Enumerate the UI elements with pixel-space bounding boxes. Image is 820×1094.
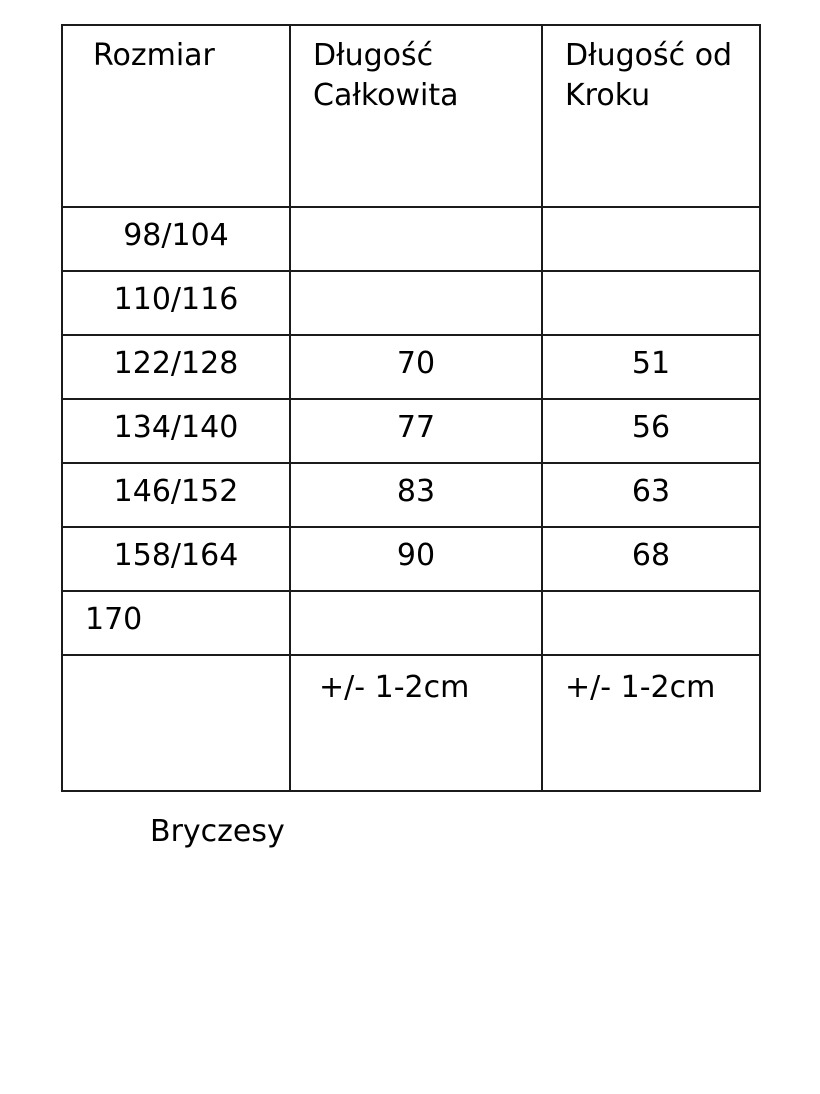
cell-size-value (63, 656, 289, 790)
cell-inseam-length (542, 463, 760, 527)
cell-total-length (290, 399, 542, 463)
cell-inseam-length-value: 51 (631, 346, 671, 381)
cell-size (62, 591, 290, 655)
cell-inseam-length-value (543, 272, 759, 334)
cell-size-value: 98/104 (123, 218, 229, 253)
cell-total-length-value (291, 592, 541, 654)
table-header (62, 25, 760, 207)
table-row (62, 271, 760, 335)
cell-total-length (290, 463, 542, 527)
table-caption: Bryczesy (150, 814, 285, 849)
cell-size (62, 463, 290, 527)
cell-total-length (290, 207, 542, 271)
cell-total-length-value: 90 (396, 538, 436, 573)
cell-inseam-length-value: 68 (631, 538, 671, 573)
table-row-tolerance (62, 655, 760, 791)
cell-size-value: 170 (85, 602, 143, 637)
table-row (62, 527, 760, 591)
column-header-size (62, 25, 290, 207)
cell-size-value: 122/128 (113, 346, 239, 381)
cell-size-value: 134/140 (113, 410, 239, 445)
table-row (62, 399, 760, 463)
cell-size (62, 271, 290, 335)
table-row (62, 207, 760, 271)
cell-total-length (290, 271, 542, 335)
column-header-total-length-label: Długość Całkowita (313, 38, 459, 113)
cell-size-value: 146/152 (113, 474, 239, 509)
table-row (62, 591, 760, 655)
size-table (61, 24, 761, 792)
table-header-row (62, 25, 760, 207)
table-row (62, 335, 760, 399)
cell-total-length-value: 77 (396, 410, 436, 445)
cell-inseam-length (542, 591, 760, 655)
cell-size-value: 158/164 (113, 538, 239, 573)
cell-size (62, 335, 290, 399)
cell-total-length (290, 527, 542, 591)
cell-inseam-length-value (543, 208, 759, 270)
table-body (62, 207, 760, 791)
column-header-total-length (290, 25, 542, 207)
cell-total-length-tolerance (290, 655, 542, 791)
cell-total-length-value: 70 (396, 346, 436, 381)
cell-inseam-length (542, 207, 760, 271)
column-header-size-label: Rozmiar (93, 38, 215, 73)
cell-inseam-length-value: 56 (631, 410, 671, 445)
cell-inseam-length (542, 271, 760, 335)
cell-total-length-value (291, 272, 541, 334)
cell-inseam-length-value (543, 592, 759, 654)
cell-inseam-length-value: 63 (631, 474, 671, 509)
cell-inseam-length (542, 527, 760, 591)
column-header-inseam-length-label: Długość od Kroku (565, 38, 733, 113)
table-row (62, 463, 760, 527)
cell-inseam-length (542, 399, 760, 463)
cell-total-length-value (291, 208, 541, 270)
cell-size (62, 207, 290, 271)
cell-inseam-length-tolerance (542, 655, 760, 791)
cell-inseam-length (542, 335, 760, 399)
cell-size (62, 527, 290, 591)
size-table-container (61, 24, 759, 792)
cell-size (62, 655, 290, 791)
cell-total-length-value: 83 (396, 474, 436, 509)
cell-inseam-length-tolerance-value: +/- 1-2cm (565, 670, 716, 705)
cell-total-length-tolerance-value: +/- 1-2cm (319, 670, 470, 705)
column-header-inseam-length (542, 25, 760, 207)
cell-size-value: 110/116 (113, 282, 239, 317)
cell-total-length (290, 335, 542, 399)
cell-total-length (290, 591, 542, 655)
cell-size (62, 399, 290, 463)
